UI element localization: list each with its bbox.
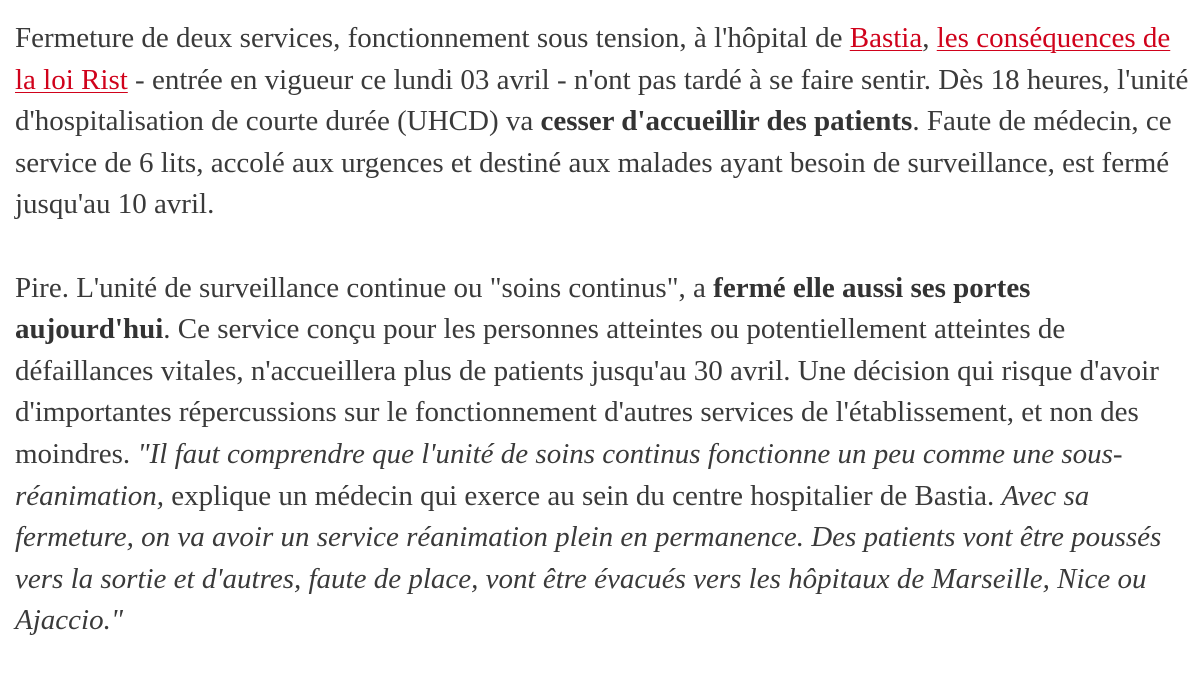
paragraph-2 bbox=[15, 268, 1190, 642]
paragraph-1-text-start: Fermeture de deux services, fonctionnement sous tension, à l'hôpital de bbox=[15, 22, 850, 54]
paragraph-2-text-start: Pire. L'unité de surveillance continue ou "soins continus", a bbox=[15, 271, 714, 304]
link-bastia[interactable]: Bastia bbox=[849, 22, 923, 54]
link-loi-rist[interactable]: les conséquences de la loi Rist bbox=[15, 22, 1171, 96]
paragraph-1-separator: , bbox=[922, 22, 937, 54]
paragraph-2-attribution: explique un médecin qui exerce au sein du centre hospitalier de Bastia. bbox=[164, 479, 1002, 512]
article-body bbox=[15, 18, 1190, 642]
paragraph-1-text-middle: - entrée en vigueur ce lundi 03 avril - n'ont pas tardé à se faire sentir. Dès 18 heures, l'unité d'hospitalisation de courte durée (UHCD) va bbox=[15, 63, 1189, 138]
paragraph-2-bold-emphasis: fermé elle aussi ses portes aujourd'hui bbox=[15, 271, 1031, 346]
paragraph-1-bold-emphasis: cesser d'accueillir des patients bbox=[540, 105, 913, 138]
paragraph-1-text-end: . Faute de médecin, ce service de 6 lits, accolé aux urgences et destiné aux malades ayant besoin de surveillance, est fermé jusqu'au 10 avril. bbox=[15, 105, 1172, 221]
quote-part-2: Avec sa fermeture, on va avoir un service réanimation plein en permanence. Des patients vont être poussés vers la sortie et d'autres, faute de place, vont être évacués vers les hôpitaux de Marseille, Nice ou Ajaccio." bbox=[15, 479, 1162, 637]
quote-part-1: "Il faut comprendre que l'unité de soins continus fonctionne un peu comme une sous-réanimation, bbox=[15, 437, 1123, 512]
paragraph-1 bbox=[15, 18, 1190, 226]
paragraph-2-text-middle: . Ce service conçu pour les personnes atteintes ou potentiellement atteintes de défaillances vitales, n'accueillera plus de patients jusqu'au 30 avril. Une décision qui risque d'avoir d'importantes répercussions sur le fonctionnement d'autres services de l'établissement, et non des moindres. bbox=[15, 313, 1159, 470]
